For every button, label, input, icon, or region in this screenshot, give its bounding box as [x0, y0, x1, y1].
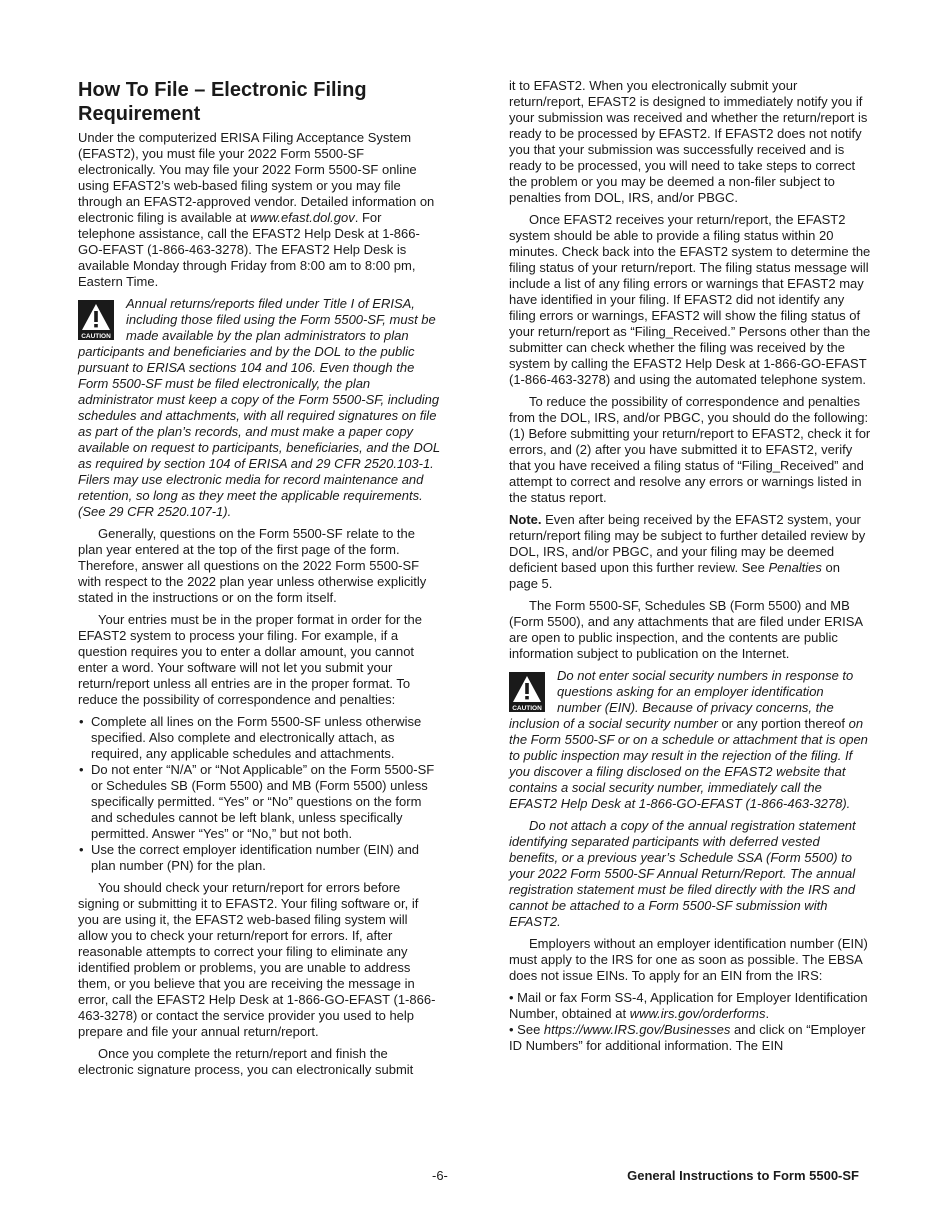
paragraph-format: Your entries must be in the proper format in order for the EFAST2 system to process your filing. For example, if a question requires you to enter a dollar amount, you cannot enter a word. Your software will not let you submit your return/report unless all entries are in the proper format. To reduce the possibility of correspondence and penalties:: [78, 612, 422, 707]
paragraph-filing-status: Once EFAST2 receives your return/report, the EFAST2 system should be able to provide a filing status within 20 minutes. Check back into the EFAST2 system to determine the filing status of your return/report. The filing status message will include a list of any filing errors or warnings that EFAST2 may have identified in your filing. If EFAST2 did not identify any filing errors or warnings, EFAST2 will show the filing status of your return/report as “Filing_Received.” Persons other than the submitter can check whether the filing was received by the system by calling the EFAST2 Help Desk at 1-866-GO-EFAST (1-866-463-3278) and using the automated telephone system.: [509, 212, 871, 387]
footer-title: General Instructions to Form 5500-SF: [627, 1168, 859, 1183]
intro-paragraph: Under the computerized ERISA Filing Acceptance System (EFAST2), you must file your 2022 Form 5500-SF electronically. You may file your 2022 Form 5500-SF online using EFAST2’s web-based filing system or you may file through an EFAST2-approved vendor. Detailed information on electronic filing is available at www.efast.dol.gov. For telephone assistance, call the EFAST2 Help Desk at 1-866-GO-EFAST (1-866-463-3278). The EFAST2 Help Desk is available Monday through Friday from 8:00 am to 8:00 pm, Eastern Time.: [78, 130, 435, 289]
list-item: • Mail or fax Form SS-4, Application for Employer Identification Number, obtained at www.irs.gov/orderforms.: [509, 990, 868, 1021]
efast-url[interactable]: www.efast.dol.gov: [249, 210, 355, 225]
list-item: • Do not enter “N/A” or “Not Applicable” on the Form 5500-SF or Schedules SB (Form 5500) and MB (Form 5500) unless specifically permitted. “Yes” or “No” questions on the form and schedules cannot be left blank, unless specifically permitted. Answer “Yes” or “No,” but not both.: [78, 762, 440, 842]
paragraph-check-errors: You should check your return/report for errors before signing or submitting it to EFAST2. Your filing software or, if you are using it, the EFAST2 web-based filing system will allow you to check your return/report for errors. If, after reasonable attempts to correct your filing to eliminate any identified problem or problems, you are unable to address them, or you believe that you are receiving the message in error, call the EFAST2 Help Desk at 1-866-GO-EFAST (1-866-463-3278) or contact the service provider you used to help prepare and file your annual return/report.: [78, 880, 436, 1039]
paragraph-plan-year: Generally, questions on the Form 5500-SF relate to the plan year entered at the top of the first page of the form. Therefore, answer all questions on the 2022 Form 5500-SF with respect to the 2022 plan year unless otherwise explicitly stated in the instructions or on the form itself.: [78, 526, 427, 605]
caution-icon: [509, 672, 545, 712]
caution-text-3: Do not attach a copy of the annual registration statement identifying separated participants with deferred vested benefits, or a previous year’s Schedule SSA (Form 5500) to your 2022 Form 5500-SF Annual Return/Report. The annual registration statement must be filed directly with the IRS and cannot be attached to a Form 5500-SF submission with EFAST2.: [509, 818, 856, 929]
paragraph-submit-cont: it to EFAST2. When you electronically submit your return/report, EFAST2 is designed to immediately notify you if your submission was received and whether the return/report is ready to be processed by EFAST2. If EFAST2 does not notify you that your submission was successfully received and is ready to be processed, you will need to take steps to correct the problem or you may be deemed a non-filer subject to penalties from DOL, IRS, and/or PBGC.: [509, 78, 868, 205]
list-item: • See https://www.IRS.gov/Businesses and click on “Employer ID Numbers” for additional information. The EIN: [509, 1022, 866, 1053]
svg-text:CAUTION: CAUTION: [512, 705, 542, 712]
note-paragraph: Note. Even after being received by the EFAST2 system, your return/report filing may be subject to further detailed review by DOL, IRS, and/or PBGC, and your filing may be deemed deficient based upon this further review. See Penalties on page 5.: [509, 512, 866, 591]
left-column: [78, 78, 440, 1084]
paragraph-submit: Once you complete the return/report and finish the electronic signature process, you can electronically submit: [78, 1046, 414, 1077]
caution-icon: [78, 300, 114, 340]
caution-text-1: Annual returns/reports filed under Title I of ERISA, including those filed using the Form 5500-SF, must be made available by the plan administrators to plan participants and beneficiaries and by the DOL to the public pursuant to ERISA sections 104 and 106. Even though the Form 5500-SF must be filed electronically, the plan administrator must keep a copy of the Form 5500-SF, including schedules and attachments, with all required signatures on file as part of the plan’s records, and must make a paper copy available on request to participants, beneficiaries, and the DOL as required by section 104 of ERISA and 29 CFR 2520.103-1. Filers may use electronic media for record maintenance and retention, so long as they meet the applicable requirements. (See 29 CFR 2520.107-1).: [78, 296, 440, 519]
orderforms-url[interactable]: www.irs.gov/orderforms: [629, 1006, 766, 1021]
requirements-list: [78, 714, 440, 874]
note-label: Note.: [509, 512, 542, 527]
caution-text-2: Do not enter social security numbers in response to questions asking for an employer identification number (EIN). Because of privacy concerns, the inclusion of a social security number or any portion thereof on the Form 5500-SF or on a schedule or attachment that is open to public inspection may result in the rejection of the filing. If you discover a filing disclosed on the EFAST2 website that contains a social security number, immediately call the EFAST2 Help Desk at 1-866-GO-EFAST (1-866-463-3278).: [509, 668, 868, 811]
list-item: • Use the correct employer identification number (EIN) and plan number (PN) for the plan.: [78, 842, 440, 874]
paragraph-public-inspection: The Form 5500-SF, Schedules SB (Form 5500) and MB (Form 5500), and any attachments that are filed under ERISA are open to public inspection, and the contents are public information subject to publication on the Internet.: [509, 598, 863, 661]
section-heading: How To File – Electronic Filing Requirement: [78, 79, 367, 125]
penalties-reference: Penalties: [768, 560, 822, 575]
caution-block-1: [78, 296, 440, 520]
caution-block-2: [509, 668, 871, 930]
right-column: [509, 78, 871, 1054]
paragraph-reduce-penalties: To reduce the possibility of correspondence and penalties from the DOL, IRS, and/or PBGC, you should do the following: (1) Before submitting your return/report to EFAST2, check it for errors, and (2) after you have submitted it to EFAST2, verify that you have received a filing status of “Filing_Received” and attempt to correct and resolve any errors or warnings listed in the status report.: [509, 394, 871, 505]
svg-text:CAUTION: CAUTION: [81, 333, 111, 340]
list-item: • Complete all lines on the Form 5500-SF unless otherwise specified. Also complete and electronically attach, as required, any applicable schedules and attachments.: [78, 714, 440, 762]
irs-businesses-url[interactable]: https://www.IRS.gov/Businesses: [543, 1022, 731, 1037]
paragraph-ein: Employers without an employer identification number (EIN) must apply to the IRS for one as soon as possible. The EBSA does not issue EINs. To apply for an EIN from the IRS:: [509, 936, 868, 983]
page-number: -6-: [432, 1168, 448, 1183]
